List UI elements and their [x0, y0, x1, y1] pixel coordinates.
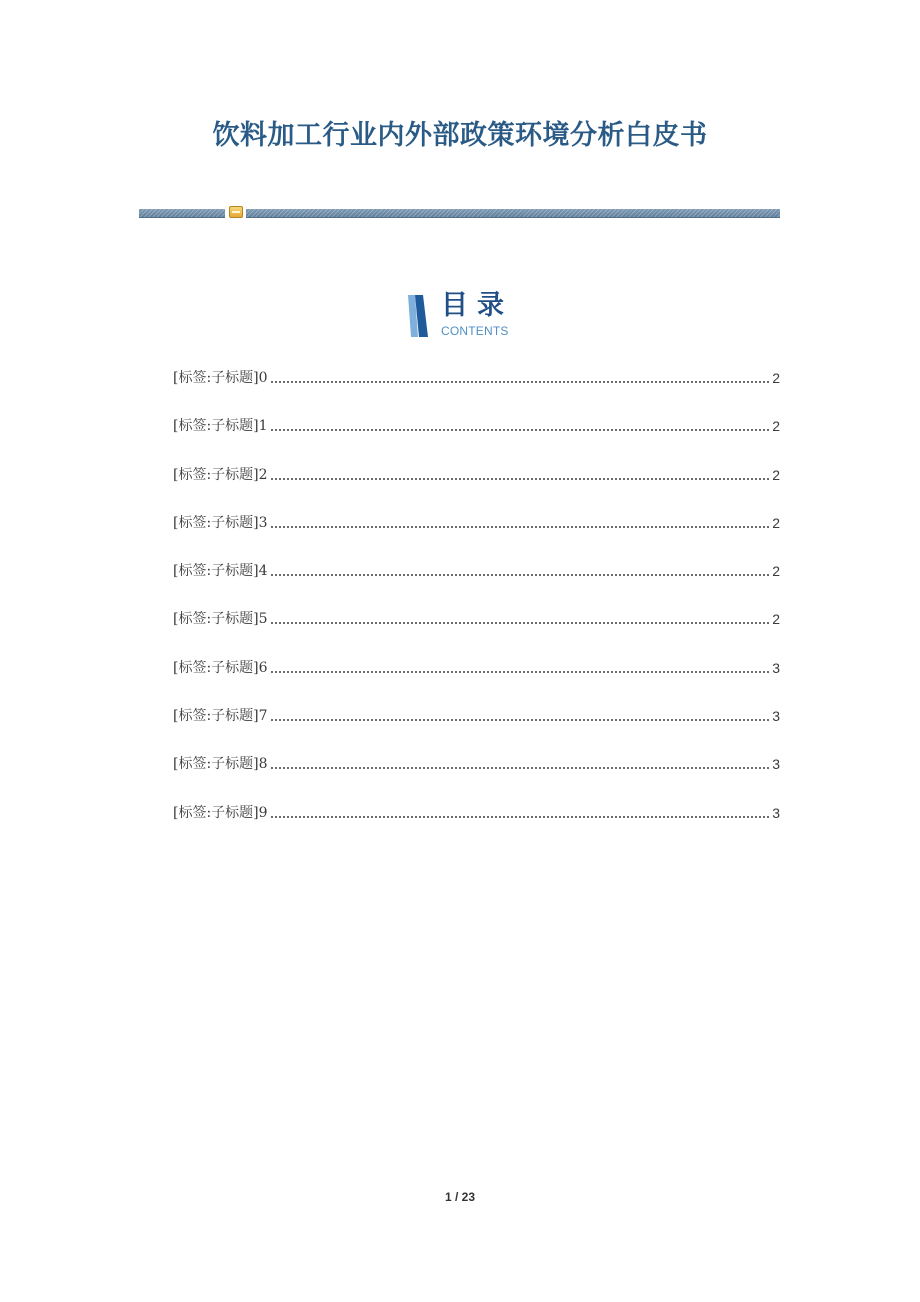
toc-entry-label: [标签:子标题]6 — [173, 659, 268, 676]
toc-entry-leader — [271, 429, 770, 431]
toc-entry-page: 3 — [772, 659, 780, 676]
toc-heading-subtitle: CONTENTS — [441, 324, 509, 338]
toc-entry-page: 3 — [772, 708, 780, 725]
toc-entry-leader — [271, 622, 770, 624]
toc-entry-label: [标签:子标题]4 — [173, 563, 268, 580]
toc-entry[interactable] — [173, 559, 780, 583]
toc-heading — [405, 290, 545, 343]
toc-entry[interactable] — [173, 704, 780, 728]
toc-entry-page: 3 — [772, 756, 780, 773]
toc-entry-leader — [271, 574, 770, 576]
toc-entry-label: [标签:子标题]8 — [173, 756, 268, 773]
toc-entry[interactable] — [173, 366, 780, 390]
toc-entry-label: [标签:子标题]5 — [173, 611, 268, 628]
toc-entry[interactable] — [173, 414, 780, 438]
divider-bar-right — [246, 209, 780, 218]
toc-entry-leader — [271, 381, 770, 383]
divider-bar-left — [139, 209, 225, 218]
toc-entry-page: 2 — [772, 418, 780, 435]
toc-entry-leader — [271, 526, 770, 528]
toc-entry-leader — [271, 478, 770, 480]
toc-entry[interactable] — [173, 511, 780, 535]
toc-entry-page: 2 — [772, 514, 780, 531]
toc-entry[interactable] — [173, 607, 780, 631]
toc-entry-page: 2 — [772, 370, 780, 386]
toc-entry[interactable] — [173, 463, 780, 487]
toc-entry-label: [标签:子标题]3 — [173, 514, 268, 531]
toc-entry-label: [标签:子标题]2 — [173, 466, 268, 483]
toc-entry-leader — [271, 719, 770, 721]
toc-entry-page: 2 — [772, 611, 780, 628]
toc-entry-label: [标签:子标题]0 — [173, 370, 268, 386]
title-divider — [139, 209, 780, 218]
document-title: 饮料加工行业内外部政策环境分析白皮书 — [212, 120, 708, 151]
toc-list — [173, 366, 780, 849]
toc-heading-title: 目录 — [441, 290, 513, 321]
toc-entry-leader — [271, 767, 770, 769]
toc-entry[interactable] — [173, 801, 780, 825]
page-number: 1 / 23 — [444, 1190, 476, 1204]
toc-entry-page: 3 — [772, 804, 780, 821]
toc-entry-page: 2 — [772, 466, 780, 483]
toc-entry-page: 2 — [772, 563, 780, 580]
toc-entry-label: [标签:子标题]9 — [173, 804, 268, 821]
toc-entry-label: [标签:子标题]7 — [173, 708, 268, 725]
toc-entry-label: [标签:子标题]1 — [173, 418, 268, 435]
toc-entry-leader — [271, 816, 770, 818]
toc-entry-leader — [271, 671, 770, 673]
toc-entry[interactable] — [173, 752, 780, 776]
blue-stripe-icon — [405, 295, 429, 337]
toc-entry[interactable] — [173, 656, 780, 680]
page-emblem-icon — [229, 206, 243, 218]
